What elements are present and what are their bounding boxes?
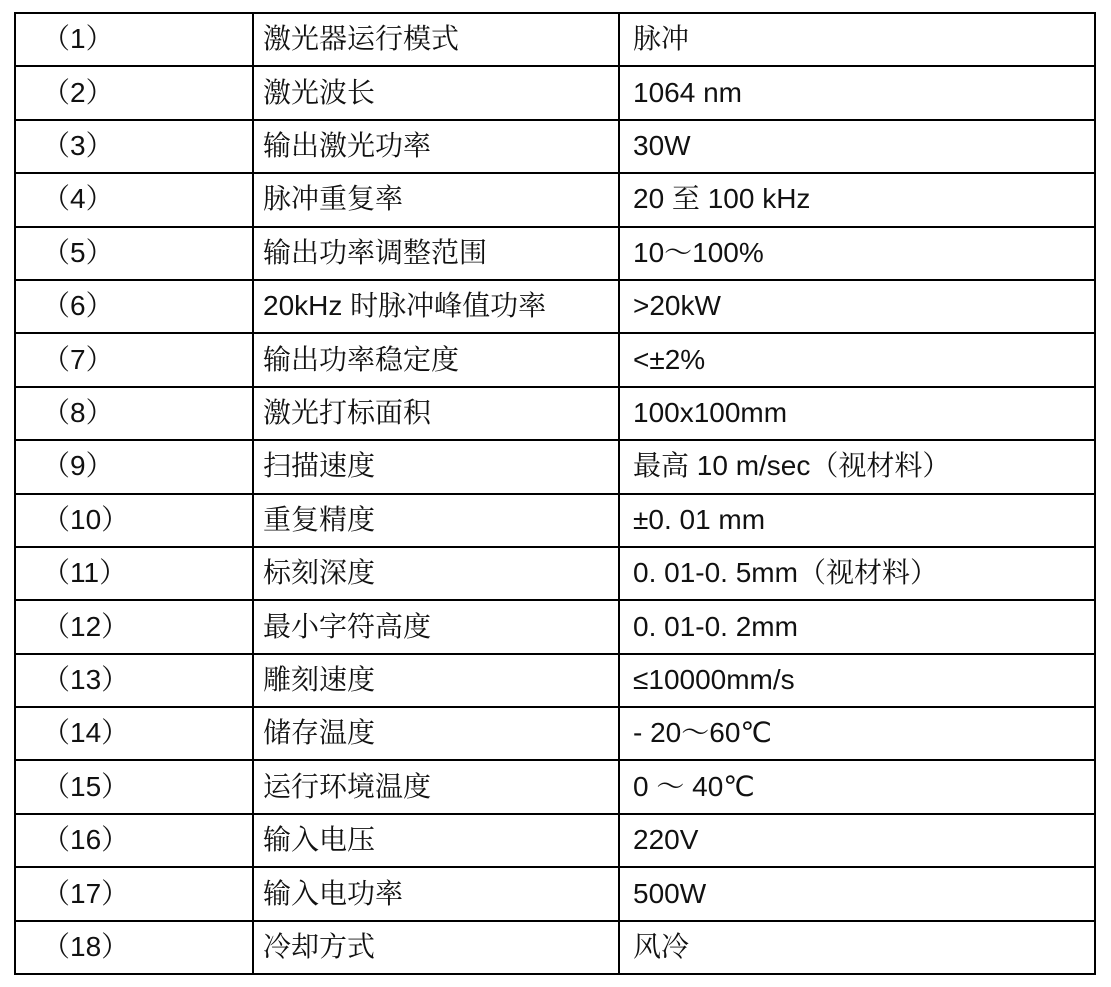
table-row <box>15 547 1095 600</box>
parameter-name-cell: 输入电功率 <box>253 867 619 920</box>
parameter-name-cell: 冷却方式 <box>253 921 619 974</box>
table-row <box>15 333 1095 386</box>
parameter-name-cell: 储存温度 <box>253 707 619 760</box>
row-index-cell: （3） <box>15 120 253 173</box>
parameter-value-cell: 10～100% <box>619 227 1095 280</box>
table-row <box>15 66 1095 119</box>
parameter-value-cell: 30W <box>619 120 1095 173</box>
parameter-name-cell: 输出功率稳定度 <box>253 333 619 386</box>
parameter-value-cell: 最高 10 m/sec（视材料） <box>619 440 1095 493</box>
parameter-name-cell: 扫描速度 <box>253 440 619 493</box>
table-row <box>15 867 1095 920</box>
parameter-name-cell: 标刻深度 <box>253 547 619 600</box>
parameter-value-cell: 0 ～ 40℃ <box>619 760 1095 813</box>
row-index-cell: （8） <box>15 387 253 440</box>
table-row <box>15 120 1095 173</box>
table-row <box>15 440 1095 493</box>
parameter-name-cell: 20kHz 时脉冲峰值功率 <box>253 280 619 333</box>
table-row <box>15 227 1095 280</box>
parameter-value-cell: 脉冲 <box>619 13 1095 66</box>
row-index-cell: （13） <box>15 654 253 707</box>
table-row <box>15 707 1095 760</box>
row-index-cell: （18） <box>15 921 253 974</box>
row-index-cell: （7） <box>15 333 253 386</box>
parameter-value-cell: 500W <box>619 867 1095 920</box>
parameter-name-cell: 激光波长 <box>253 66 619 119</box>
parameter-value-cell: ≤10000mm/s <box>619 654 1095 707</box>
parameter-value-cell: 100x100mm <box>619 387 1095 440</box>
table-row <box>15 13 1095 66</box>
parameter-value-cell: ±0. 01 mm <box>619 494 1095 547</box>
table-row <box>15 280 1095 333</box>
parameter-value-cell: >20kW <box>619 280 1095 333</box>
laser-spec-table <box>14 12 1096 975</box>
row-index-cell: （15） <box>15 760 253 813</box>
parameter-value-cell: 0. 01-0. 2mm <box>619 600 1095 653</box>
table-row <box>15 921 1095 974</box>
parameter-name-cell: 输出功率调整范围 <box>253 227 619 280</box>
row-index-cell: （2） <box>15 66 253 119</box>
table-row <box>15 173 1095 226</box>
row-index-cell: （6） <box>15 280 253 333</box>
parameter-value-cell: <±2% <box>619 333 1095 386</box>
spec-table-body <box>15 13 1095 974</box>
parameter-name-cell: 激光打标面积 <box>253 387 619 440</box>
row-index-cell: （10） <box>15 494 253 547</box>
row-index-cell: （14） <box>15 707 253 760</box>
row-index-cell: （5） <box>15 227 253 280</box>
parameter-value-cell: 220V <box>619 814 1095 867</box>
parameter-name-cell: 输入电压 <box>253 814 619 867</box>
row-index-cell: （11） <box>15 547 253 600</box>
parameter-name-cell: 激光器运行模式 <box>253 13 619 66</box>
parameter-name-cell: 输出激光功率 <box>253 120 619 173</box>
table-row <box>15 387 1095 440</box>
row-index-cell: （16） <box>15 814 253 867</box>
table-row <box>15 600 1095 653</box>
table-row <box>15 814 1095 867</box>
row-index-cell: （12） <box>15 600 253 653</box>
parameter-value-cell: - 20～60℃ <box>619 707 1095 760</box>
parameter-value-cell: 风冷 <box>619 921 1095 974</box>
table-row <box>15 760 1095 813</box>
parameter-name-cell: 重复精度 <box>253 494 619 547</box>
parameter-name-cell: 运行环境温度 <box>253 760 619 813</box>
parameter-value-cell: 20 至 100 kHz <box>619 173 1095 226</box>
parameter-name-cell: 最小字符高度 <box>253 600 619 653</box>
table-row <box>15 654 1095 707</box>
row-index-cell: （1） <box>15 13 253 66</box>
parameter-value-cell: 0. 01-0. 5mm（视材料） <box>619 547 1095 600</box>
row-index-cell: （17） <box>15 867 253 920</box>
parameter-name-cell: 雕刻速度 <box>253 654 619 707</box>
table-row <box>15 494 1095 547</box>
row-index-cell: （4） <box>15 173 253 226</box>
parameter-name-cell: 脉冲重复率 <box>253 173 619 226</box>
parameter-value-cell: 1064 nm <box>619 66 1095 119</box>
row-index-cell: （9） <box>15 440 253 493</box>
